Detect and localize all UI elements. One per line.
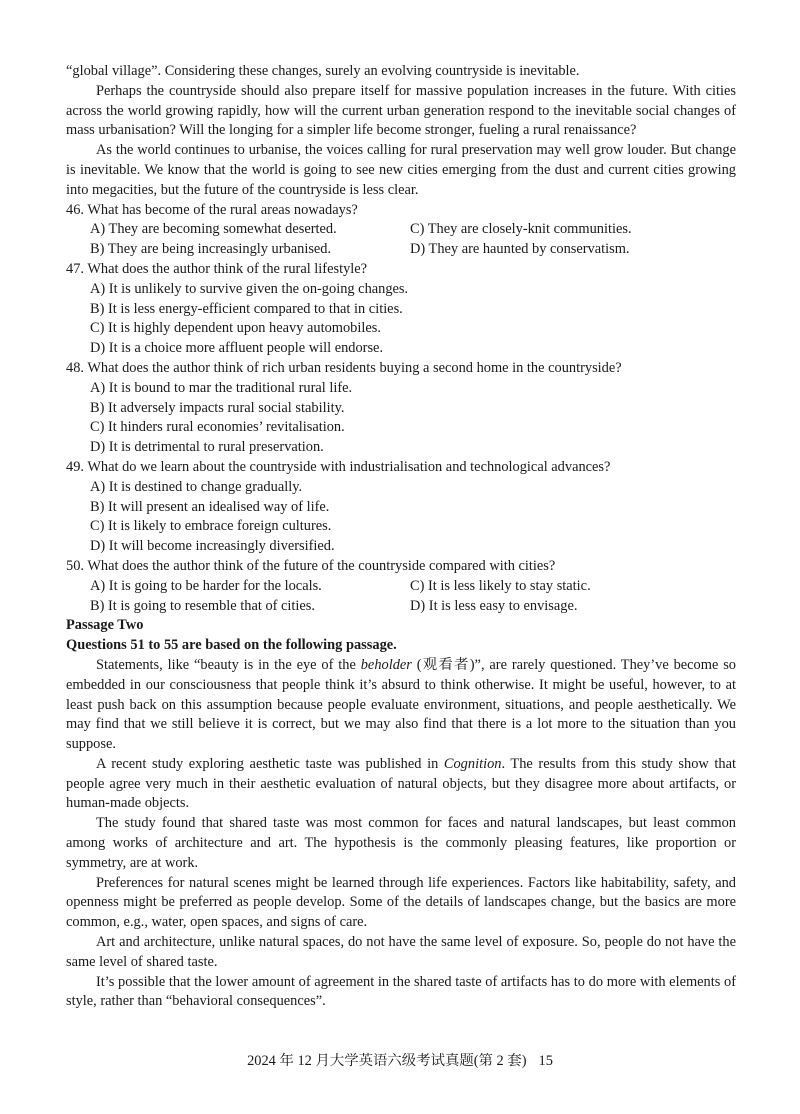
passage-two-paragraph-5: Art and architecture, unlike natural spaces, do not have the same level of exposure. So, people do not have the same level of shared taste. (66, 934, 736, 970)
option-c: C) It is highly dependent upon heavy automobiles. (90, 320, 381, 337)
text-run: Statements, like “beauty is in the eye of the (96, 656, 361, 673)
option-a: A) It is bound to mar the traditional rural life. (90, 379, 353, 396)
option-c: C) It is likely to embrace foreign cultures. (90, 518, 332, 535)
question-49 (66, 458, 736, 557)
question-stem: 49. What do we learn about the countryside with industrialisation and technological advances? (66, 458, 611, 475)
question-stem: 48. What does the author think of rich urban residents buying a second home in the countryside? (66, 359, 622, 376)
option-d: D) It is a choice more affluent people will endorse. (90, 340, 384, 357)
option-b: B) It will present an idealised way of life. (90, 498, 330, 515)
option-a: A) They are becoming somewhat deserted. (90, 221, 337, 238)
footer-title: 2024 年 12 月大学英语六级考试真题(第 2 套) (247, 1053, 527, 1069)
intro-paragraph-2: Perhaps the countryside should also prepare itself for massive population increases in the future. With cities across the world growing rapidly, how will the current urban generation respond to the inevitable social changes of mass urbanisation? Will the longing for a simpler life become stronger, fueling a rural renaissance? (66, 82, 736, 139)
option-c: C) It hinders rural economies’ revitalisation. (90, 419, 345, 436)
passage-two-paragraph-6: It’s possible that the lower amount of agreement in the shared taste of artifacts has to do more with elements of style, rather than “behavioral consequences”. (66, 973, 736, 1010)
question-48 (66, 359, 736, 458)
option-d: D) They are haunted by conservatism. (410, 241, 630, 258)
question-stem: 47. What does the author think of the rural lifestyle? (66, 260, 368, 277)
option-d: D) It is less easy to envisage. (410, 597, 578, 614)
option-b: B) It is less energy-efficient compared to that in cities. (90, 300, 403, 317)
option-c: C) They are closely-knit communities. (410, 221, 632, 238)
emphasized-term: beholder (360, 656, 412, 673)
option-d: D) It is detrimental to rural preservation. (90, 439, 324, 456)
option-b: B) It adversely impacts rural social stability. (90, 399, 345, 416)
option-b: B) They are being increasingly urbanised. (90, 241, 332, 258)
option-a: A) It is going to be harder for the locals. (90, 577, 322, 594)
question-stem: 46. What has become of the rural areas nowadays? (66, 201, 358, 218)
passage-two-title: Passage Two (66, 617, 144, 634)
question-46 (66, 201, 736, 260)
question-47 (66, 260, 736, 359)
option-a: A) It is unlikely to survive given the on-going changes. (90, 280, 409, 297)
question-stem: 50. What does the author think of the future of the countryside compared with cities? (66, 557, 556, 574)
page-number: 15 (538, 1053, 553, 1069)
passage-two-paragraph-1 (66, 656, 736, 755)
passage-two-paragraph-3: The study found that shared taste was most common for faces and natural landscapes, but least common among works of architecture and art. The hypothesis is the commonly pleasing features, like proportion or symmetry, are at work. (66, 815, 736, 871)
page-content (66, 62, 736, 1012)
passage-two-instructions: Questions 51 to 55 are based on the following passage. (66, 637, 397, 654)
option-d: D) It will become increasingly diversified. (90, 538, 335, 555)
passage-two-paragraph-4: Preferences for natural scenes might be learned through life experiences. Factors like habitability, safety, and openness might be preferred as people develop. Some of the details of landscapes change, but the basics are more common, e.g., water, open spaces, and signs of care. (66, 874, 736, 931)
text-run: . The results from this study show that people agree very much in their aesthetic evaluation of natural objects, but they disagree more about artifacts, or human-made objects. (66, 755, 736, 812)
page-footer (0, 1051, 800, 1071)
text-run: (观看者)”, are rarely questioned. They’ve become so embedded in our consciousness that people think it’s absurd to think otherwise. It might be useful, however, to at least push back on this assumption because people evaluate environment, situations, and people aesthetically. We may find that we still believe it is correct, but we may also find that there is a lot more to the situation than you suppose. (66, 656, 736, 753)
intro-paragraph-3: As the world continues to urbanise, the voices calling for rural preservation may well grow louder. But change is inevitable. We know that the world is going to see new cities emerging from the dust and current cities growing into megacities, but the future of the countryside is less clear. (66, 142, 736, 198)
text-run: A recent study exploring aesthetic taste was published in (96, 755, 444, 772)
intro-paragraph-1: “global village”. Considering these changes, surely an evolving countryside is inevitable. (66, 63, 580, 79)
passage-two-paragraph-2 (66, 755, 736, 814)
option-b: B) It is going to resemble that of cities. (90, 597, 316, 614)
journal-title: Cognition (443, 755, 502, 772)
option-a: A) It is destined to change gradually. (90, 478, 303, 495)
option-c: C) It is less likely to stay static. (410, 577, 591, 594)
question-50 (66, 557, 736, 616)
